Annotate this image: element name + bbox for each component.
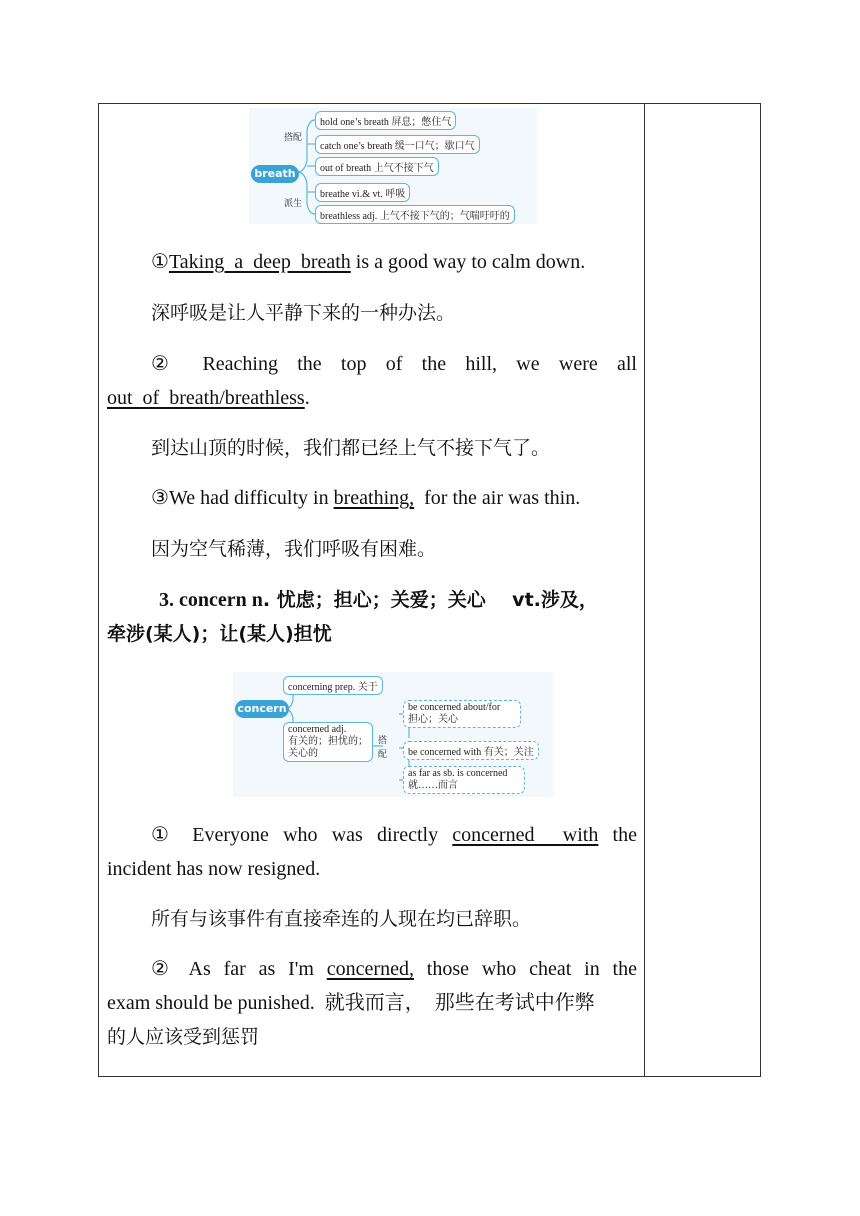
example-4-line1 [107, 818, 637, 852]
concern-collocation-1-line2: 担心；关心 [408, 714, 458, 725]
concern-collocation-3-line2: 就……而言 [408, 780, 458, 791]
example-3-answer: breathing, [333, 487, 415, 509]
concern-root-node: concern [235, 700, 289, 718]
example-5-pre: ② As far as I'm [151, 958, 327, 980]
breath-group-collocation-label: 搭配 [284, 133, 303, 143]
breath-group-derivative-label: 派生 [284, 199, 303, 209]
example-4-pre: ① Everyone who was directly [151, 824, 453, 846]
main-cell [99, 104, 644, 1076]
example-1-en [107, 245, 637, 279]
example-4-post: the [598, 824, 637, 846]
heading-concern [107, 583, 637, 617]
example-3-en [107, 481, 637, 515]
example-1-rest: is a good way to calm down. [350, 251, 586, 273]
concern-group-label: 搭配 [378, 736, 388, 760]
example-4-line2: incident has now resigned. [107, 858, 321, 880]
concern-collocation-1 [403, 700, 521, 728]
example-5-line2: exam should be punished. 就我而言， 那些在考试中作弊 [107, 992, 595, 1014]
concerned-node [283, 722, 373, 762]
breath-collocation-1: hold one’s breath 屏息；憋住气 [315, 111, 456, 130]
concern-mind-map [233, 672, 553, 797]
breath-derivative-1 [315, 183, 410, 202]
breath-collocation-2: catch one’s breath 缓一口气；歇口气 [315, 135, 480, 154]
example-2-cn: 到达山顶的时候，我们都已经上气不接下气了。 [151, 437, 551, 459]
example-4-cn: 所有与该事件有直接牵连的人现在均已辞职。 [151, 908, 532, 930]
example-2-line2 [107, 381, 637, 415]
example-3-rest: for the air was thin. [414, 487, 581, 509]
example-5-line3: 的人应该受到惩罚 [107, 1026, 260, 1048]
concern-collocation-2: be concerned with 有关；关注 [403, 741, 539, 760]
example-2-answer: out of breath/breathless [107, 387, 305, 409]
example-3-cn: 因为空气稀薄，我们呼吸有困难。 [151, 538, 437, 560]
concern-collocation-1-line1: be concerned about/for [408, 702, 501, 713]
example-5-answer: concerned, [326, 958, 414, 980]
example-5-line1 [107, 952, 637, 986]
content-table [98, 103, 761, 1077]
example-1-cn: 深呼吸是让人平静下来的一种办法。 [151, 302, 456, 324]
example-3-pre: We had difficulty in [168, 487, 334, 509]
example-1-answer: Taking a deep breath [168, 251, 351, 273]
heading-concern-line2: 牵涉(某人)；让(某人)担忧 [107, 623, 332, 645]
breath-derivative-1-text: breathe vi.& vt. 呼吸 [320, 189, 406, 200]
concern-collocation-3-line1: as far as sb. is concerned [408, 768, 508, 779]
concerning-text: concerning prep. 关于 [288, 682, 378, 693]
example-5-post: those who cheat in the [413, 958, 637, 980]
example-2-line1: ② Reaching the top of the hill, we were all [151, 353, 637, 375]
concerning-node [283, 676, 383, 695]
example-2-end: . [304, 387, 310, 409]
heading-concern-num: 3. concern n [159, 589, 263, 611]
column-divider [644, 104, 645, 1076]
concern-collocation-3 [403, 766, 525, 794]
breath-derivative-2: breathless adj. 上气不接下气的；气喘吁吁的 [315, 205, 515, 224]
breath-mind-map [249, 108, 537, 224]
example-4-answer: concerned with [452, 824, 599, 846]
breath-collocation-3: out of breath 上气不接下气 [315, 157, 439, 176]
concerned-line-3: 关心的 [288, 748, 318, 759]
concerned-line-2: 有关的；担忧的； [288, 736, 368, 747]
heading-concern-rest: . 忧虑；担心；关爱；关心 vt.涉及， [262, 589, 598, 611]
example-1-marker: ① [151, 251, 169, 273]
example-3-marker: ③ [151, 487, 169, 509]
breath-root-node: breath [251, 165, 299, 183]
concerned-line-1: concerned adj. [288, 724, 347, 735]
